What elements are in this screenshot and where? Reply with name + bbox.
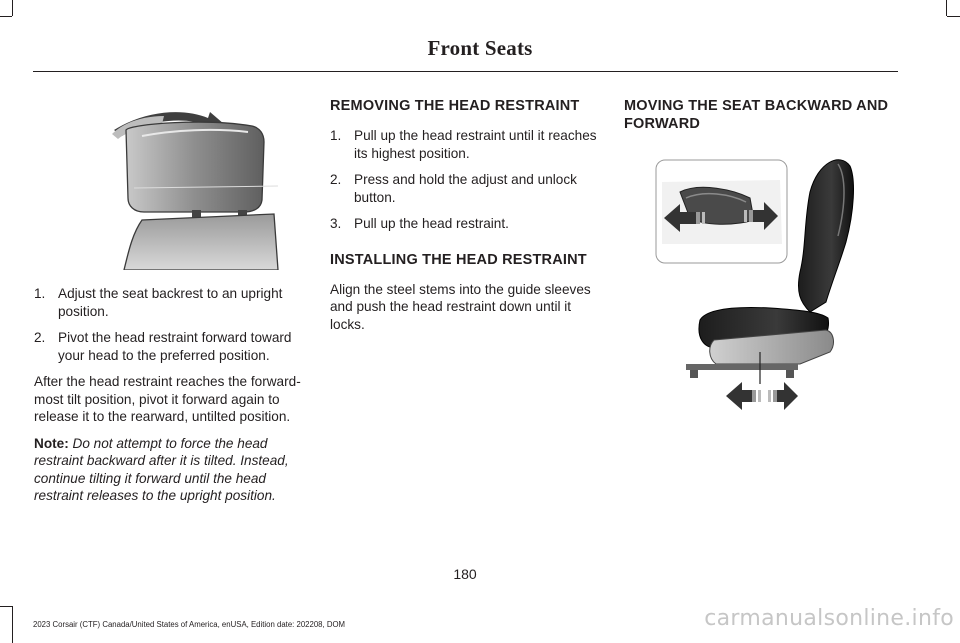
note-text: Do not attempt to force the head restraint backward after it is tilted. Instead, continue tilting it forward until the head restraint releases to the upright position. (34, 435, 289, 503)
right-column (624, 97, 904, 133)
list-item (34, 285, 302, 320)
footer-edition-info: 2023 Corsair (CTF) Canada/United States of America, enUSA, Edition date: 202208, DOM (33, 620, 346, 629)
list-item (34, 329, 302, 364)
section-heading-removing: REMOVING THE HEAD RESTRAINT (330, 98, 580, 114)
step-text: Pull up the head restraint. (354, 216, 509, 231)
page-number: 180 (453, 566, 477, 582)
middle-column (330, 97, 598, 342)
section-heading-installing: INSTALLING THE HEAD RESTRAINT (330, 251, 587, 268)
step-number: 1. (330, 128, 342, 143)
note-paragraph (34, 435, 302, 505)
fore-aft-double-arrow (726, 382, 798, 410)
step-number: 2. (330, 172, 342, 187)
step-text: Adjust the seat backrest to an upright position. (58, 286, 283, 319)
section-heading-moving: MOVING THE SEAT BACKWARD AND FORWARD (624, 98, 889, 132)
step-text: Press and hold the adjust and unlock button. (354, 172, 577, 205)
seat-adjustment-illustration (650, 152, 880, 412)
watermark-text: carmanualsonline.info (704, 606, 954, 631)
seat-back-shape (798, 160, 853, 312)
page-header-title: Front Seats (427, 36, 533, 60)
crop-mark (0, 16, 12, 17)
step-number: 2. (34, 330, 46, 345)
step-number: 3. (330, 216, 342, 231)
step-text: Pull up the head restraint until it reaches its highest position. (354, 128, 597, 161)
crop-mark (947, 16, 960, 17)
step-text: Pivot the head restraint forward toward your head to the preferred position. (58, 330, 292, 363)
tilt-steps-list (34, 285, 302, 364)
list-item (330, 127, 598, 162)
tilt-release-paragraph: After the head restraint reaches the forward-most tilt position, pivot it forward again to release it to the rearward, untilted position. (34, 374, 301, 424)
crop-mark (12, 0, 13, 16)
installing-paragraph: Align the steel stems into the guide sleeves and push the head restraint down until it locks. (330, 281, 591, 332)
head-restraint-illustration (84, 104, 284, 270)
list-item (330, 215, 598, 233)
removing-steps-list (330, 127, 598, 233)
header-rule (33, 71, 898, 72)
note-label: Note: (34, 435, 69, 451)
crop-mark (0, 606, 12, 607)
left-text-block (34, 285, 302, 514)
crop-mark (12, 606, 13, 643)
seat-rail (686, 364, 798, 370)
seat-backrest-shape (124, 214, 278, 270)
step-number: 1. (34, 286, 46, 301)
crop-mark (946, 0, 947, 16)
list-item (330, 171, 598, 206)
